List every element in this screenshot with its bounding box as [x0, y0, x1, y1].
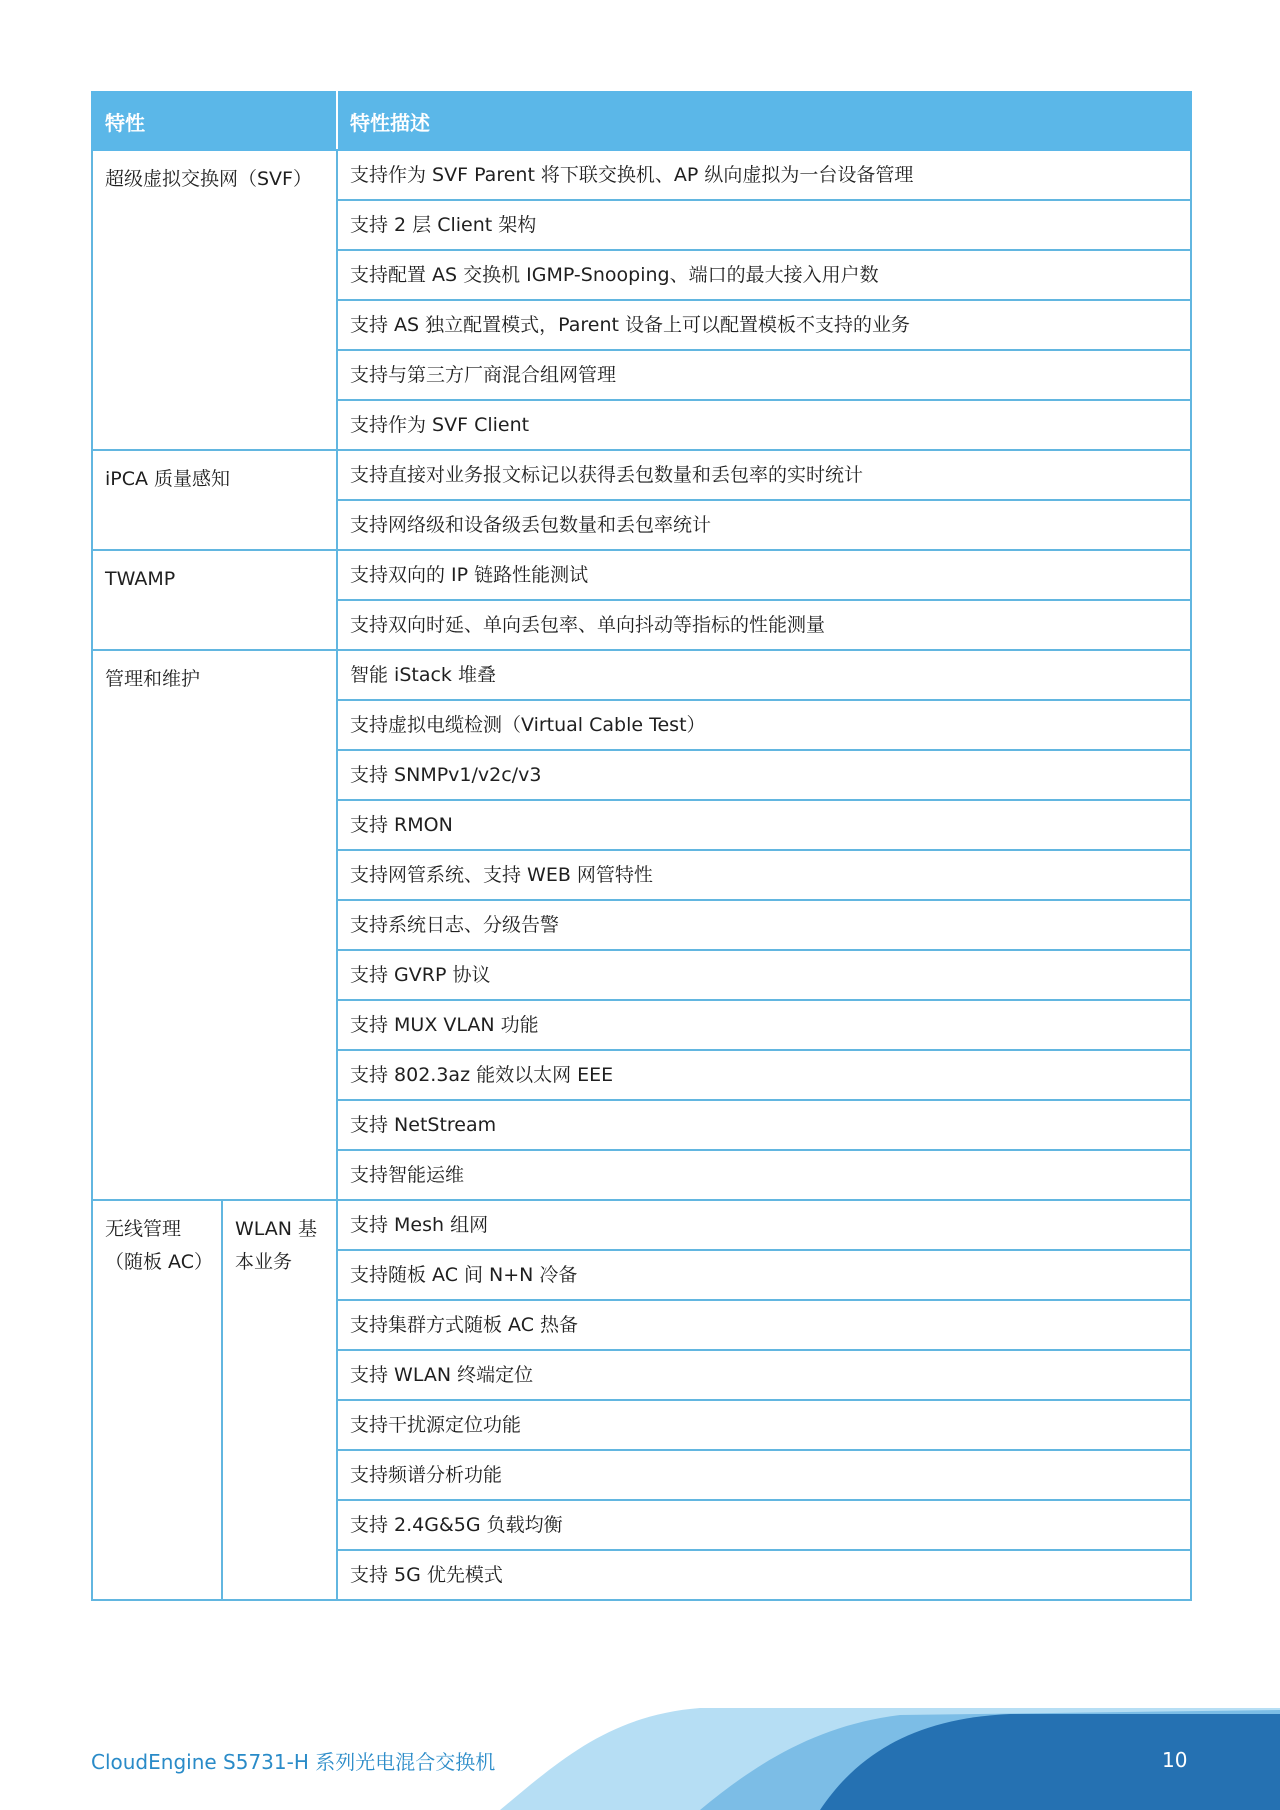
feature-description-cell: 支持 GVRP 协议 [337, 950, 1191, 1000]
footer-product-title: CloudEngine S5731-H 系列光电混合交换机 [91, 1750, 496, 1774]
feature-description-cell: 支持与第三方厂商混合组网管理 [337, 350, 1191, 400]
feature-description-cell: 智能 iStack 堆叠 [337, 650, 1191, 700]
feature-description-cell: 支持 MUX VLAN 功能 [337, 1000, 1191, 1050]
feature-description-cell: 支持 WLAN 终端定位 [337, 1350, 1191, 1400]
feature-description-cell: 支持虚拟电缆检测（Virtual Cable Test） [337, 700, 1191, 750]
feature-cell: TWAMP [92, 550, 337, 650]
feature-description-cell: 支持网络级和设备级丢包数量和丢包率统计 [337, 500, 1191, 550]
table-header-row [92, 92, 1191, 150]
feature-description-cell: 支持作为 SVF Client [337, 400, 1191, 450]
feature-description-cell: 支持 NetStream [337, 1100, 1191, 1150]
feature-description-cell: 支持 2.4G&5G 负载均衡 [337, 1500, 1191, 1550]
table-body [92, 150, 1191, 1600]
header-feature: 特性 [92, 92, 337, 150]
feature-description-cell: 支持频谱分析功能 [337, 1450, 1191, 1500]
page-number: 10 [1162, 1748, 1188, 1772]
feature-description-cell: 支持 SNMPv1/v2c/v3 [337, 750, 1191, 800]
feature-description-cell: 支持双向的 IP 链路性能测试 [337, 550, 1191, 600]
table-row [92, 650, 1191, 700]
feature-description-cell: 支持作为 SVF Parent 将下联交换机、AP 纵向虚拟为一台设备管理 [337, 150, 1191, 200]
table-row [92, 450, 1191, 500]
feature-description-cell: 支持 Mesh 组网 [337, 1200, 1191, 1250]
feature-description-cell: 支持干扰源定位功能 [337, 1400, 1191, 1450]
feature-description-cell: 支持直接对业务报文标记以获得丢包数量和丢包率的实时统计 [337, 450, 1191, 500]
feature-description-cell: 支持网管系统、支持 WEB 网管特性 [337, 850, 1191, 900]
feature-description-cell: 支持集群方式随板 AC 热备 [337, 1300, 1191, 1350]
feature-description-cell: 支持 802.3az 能效以太网 EEE [337, 1050, 1191, 1100]
feature-description-cell: 支持随板 AC 间 N+N 冷备 [337, 1250, 1191, 1300]
feature-cell: 管理和维护 [92, 650, 337, 1200]
header-feature-description: 特性描述 [337, 92, 1191, 150]
table-row [92, 1200, 1191, 1250]
feature-description-cell: 支持配置 AS 交换机 IGMP-Snooping、端口的最大接入用户数 [337, 250, 1191, 300]
feature-description-cell: 支持 AS 独立配置模式，Parent 设备上可以配置模板不支持的业务 [337, 300, 1191, 350]
feature-description-cell: 支持系统日志、分级告警 [337, 900, 1191, 950]
feature-spec-table [91, 91, 1192, 1601]
subfeature-cell: WLAN 基本业务 [222, 1200, 337, 1600]
feature-description-cell: 支持 2 层 Client 架构 [337, 200, 1191, 250]
feature-description-cell: 支持 RMON [337, 800, 1191, 850]
feature-description-cell: 支持 5G 优先模式 [337, 1550, 1191, 1600]
feature-cell: 超级虚拟交换网（SVF） [92, 150, 337, 450]
feature-cell: iPCA 质量感知 [92, 450, 337, 550]
table-row [92, 550, 1191, 600]
feature-description-cell: 支持双向时延、单向丢包率、单向抖动等指标的性能测量 [337, 600, 1191, 650]
table-row [92, 150, 1191, 200]
feature-cell: 无线管理（随板 AC） [92, 1200, 222, 1600]
feature-description-cell: 支持智能运维 [337, 1150, 1191, 1200]
